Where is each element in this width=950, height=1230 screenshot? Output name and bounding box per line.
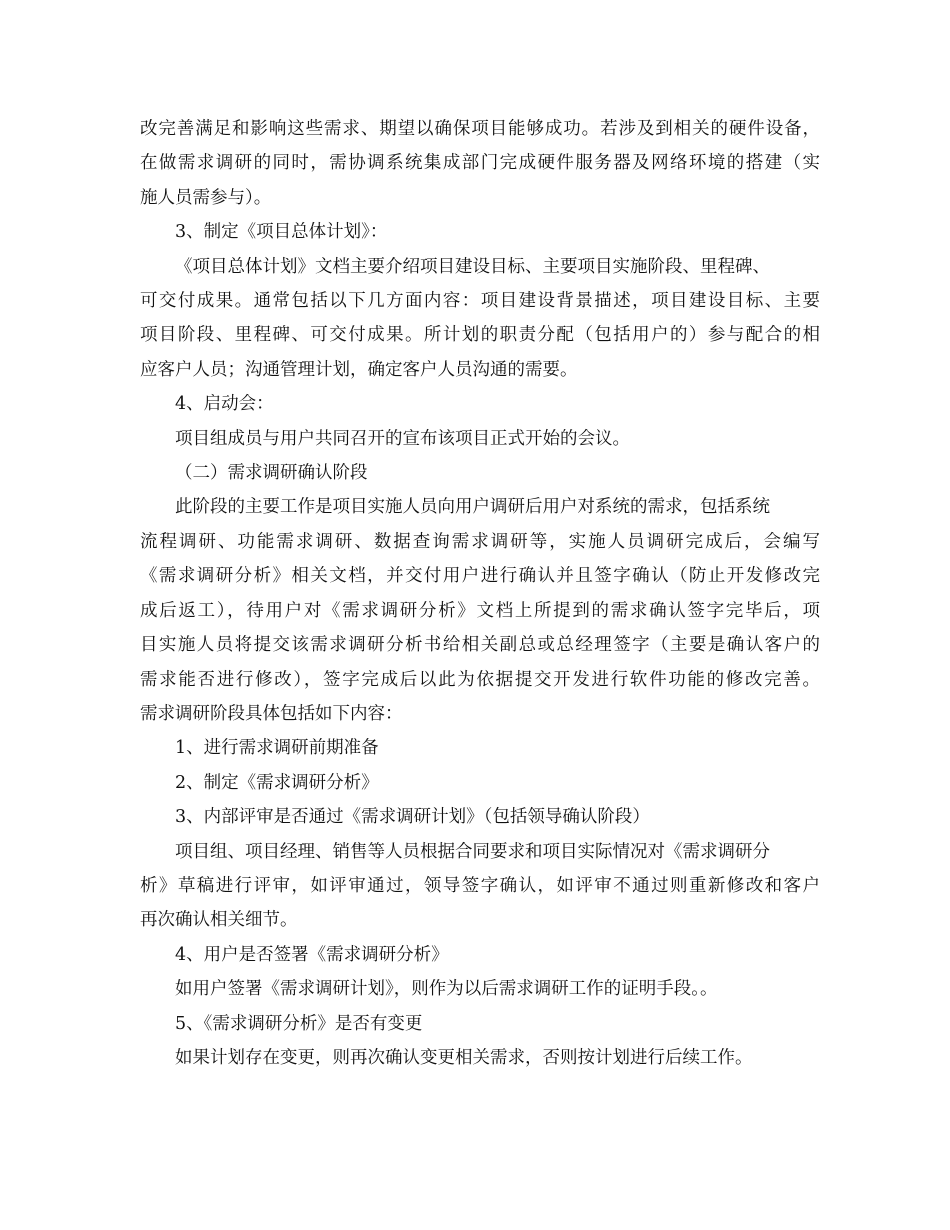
text-line: 再次确认相关细节。 <box>140 910 298 931</box>
list-item-5 <box>140 1007 820 1041</box>
paragraph-change <box>140 1041 820 1075</box>
text-line: 《需求调研分析》相关文档，并交付用户进行确认并且签字确认（防止开发修改完 <box>140 566 820 587</box>
text-line: 4、用户是否签署《需求调研分析》 <box>175 944 449 965</box>
text-line: 改完善满足和影响这些需求、期望以确保项目能够成功。若涉及到相关的硬件设备， <box>140 119 820 139</box>
text-line: 可交付成果。通常包括以下几方面内容：项目建设背景描述，项目建设目标、主要 <box>140 291 820 312</box>
list-item-4 <box>140 938 820 972</box>
text-line: 析》草稿进行评审，如评审通过，领导签字确认，如评审不通过则重新修改和客户 <box>140 875 820 896</box>
heading-step-4-kickoff <box>140 387 820 421</box>
text-line: 需求能否进行修改），签字完成后以此为依据提交开发进行软件功能的修改完善。 <box>140 669 820 690</box>
text-line: （二）需求调研确认阶段 <box>175 463 368 484</box>
text-line: 在做需求调研的同时，需协调系统集成部门完成硬件服务器及网络环境的搭建（实 <box>140 153 820 174</box>
text-line: 1、进行需求调研前期准备 <box>175 738 379 759</box>
text-line: 项目阶段、里程碑、可交付成果。所计划的职责分配（包括用户的）参与配合的相 <box>140 325 820 346</box>
paragraph-project-plan <box>140 250 820 388</box>
list-item-2 <box>140 766 820 800</box>
text-line: 如果计划存在变更，则再次确认变更相关需求，否则按计划进行后续工作。 <box>175 1047 753 1068</box>
text-line: 2、制定《需求调研分析》 <box>175 772 379 793</box>
text-line: 项目组、项目经理、销售等人员根据合同要求和项目实际情况对《需求调研分 <box>175 841 770 862</box>
heading-step-3-plan <box>140 215 820 249</box>
text-line: 《项目总体计划》文档主要介绍项目建设目标、主要项目实施阶段、里程碑、 <box>175 256 770 277</box>
text-line: 项目组成员与用户共同召开的宣布该项目正式开始的会议。 <box>175 428 630 449</box>
text-line: 应客户人员；沟通管理计划，确定客户人员沟通的需要。 <box>140 359 578 380</box>
text-line: 5、《需求调研分析》是否有变更 <box>175 1013 423 1034</box>
list-item-3 <box>140 800 820 834</box>
paragraph-continuation <box>140 112 820 215</box>
text-line: 成后返工），待用户对《需求调研分析》文档上所提到的需求确认签字完毕后，项 <box>140 600 820 621</box>
paragraph-internal-review <box>140 835 820 938</box>
text-line: 3、制定《项目总体计划》： <box>175 222 388 243</box>
section-heading-requirements <box>140 456 820 490</box>
paragraph-user-sign <box>140 972 820 1006</box>
list-item-1 <box>140 731 820 765</box>
text-line: 3、内部评审是否通过《需求调研计划》（包括领导确认阶段） <box>175 807 650 828</box>
document-body <box>140 112 820 1075</box>
paragraph-requirements-phase <box>140 490 820 731</box>
text-line: 流程调研、功能需求调研、数据查询需求调研等，实施人员调研完成后，会编写 <box>140 531 820 552</box>
paragraph-kickoff <box>140 422 820 456</box>
text-line: 需求调研阶段具体包括如下内容： <box>140 703 403 724</box>
text-line: 此阶段的主要工作是项目实施人员向用户调研后用户对系统的需求，包括系统 <box>175 497 770 518</box>
text-line: 施人员需参与）。 <box>140 187 272 208</box>
text-line: 目实施人员将提交该需求调研分析书给相关副总或总经理签字（主要是确认客户的 <box>140 635 820 656</box>
text-line: 如用户签署《需求调研计划》，则作为以后需求调研工作的证明手段。。 <box>175 979 718 1000</box>
text-line: 4、启动会： <box>175 394 274 415</box>
